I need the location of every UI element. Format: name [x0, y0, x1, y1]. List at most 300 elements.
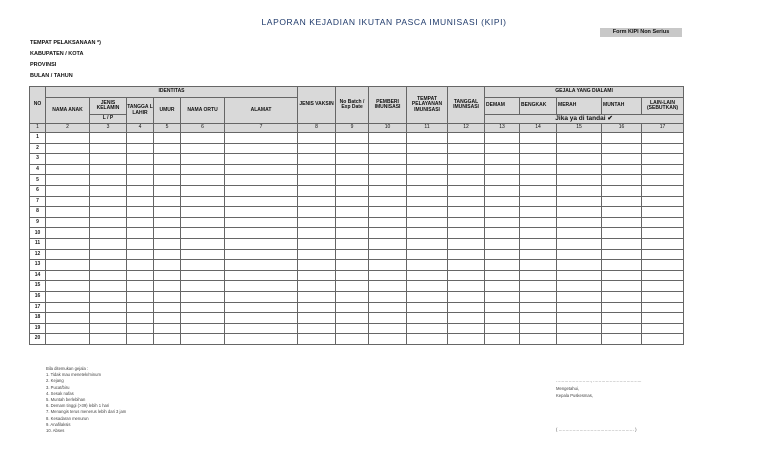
- entry-cell[interactable]: [127, 281, 154, 292]
- entry-cell[interactable]: [602, 270, 642, 281]
- entry-cell[interactable]: [448, 143, 485, 154]
- entry-cell[interactable]: [369, 228, 407, 239]
- entry-cell[interactable]: [369, 270, 407, 281]
- entry-cell[interactable]: [520, 249, 557, 260]
- entry-cell[interactable]: [154, 270, 181, 281]
- entry-cell[interactable]: [448, 270, 485, 281]
- entry-cell[interactable]: [369, 334, 407, 345]
- entry-cell[interactable]: [557, 164, 602, 175]
- entry-cell[interactable]: [46, 291, 90, 302]
- entry-cell[interactable]: [225, 185, 298, 196]
- entry-cell[interactable]: [154, 185, 181, 196]
- entry-cell[interactable]: [298, 196, 336, 207]
- entry-cell[interactable]: [46, 323, 90, 334]
- entry-cell[interactable]: [46, 334, 90, 345]
- entry-cell[interactable]: [557, 217, 602, 228]
- entry-cell[interactable]: [181, 249, 225, 260]
- entry-cell[interactable]: [90, 185, 127, 196]
- entry-cell[interactable]: [407, 323, 448, 334]
- entry-cell[interactable]: [520, 196, 557, 207]
- entry-cell[interactable]: [127, 270, 154, 281]
- entry-cell[interactable]: [90, 323, 127, 334]
- entry-cell[interactable]: [557, 323, 602, 334]
- entry-cell[interactable]: [154, 260, 181, 271]
- entry-cell[interactable]: [369, 154, 407, 165]
- entry-cell[interactable]: [154, 133, 181, 144]
- entry-cell[interactable]: [298, 228, 336, 239]
- entry-cell[interactable]: [46, 196, 90, 207]
- entry-cell[interactable]: [336, 217, 369, 228]
- entry-cell[interactable]: [225, 249, 298, 260]
- entry-cell[interactable]: [448, 217, 485, 228]
- entry-cell[interactable]: [520, 207, 557, 218]
- entry-cell[interactable]: [298, 143, 336, 154]
- entry-cell[interactable]: [448, 302, 485, 313]
- entry-cell[interactable]: [154, 143, 181, 154]
- entry-cell[interactable]: [298, 238, 336, 249]
- entry-cell[interactable]: [407, 249, 448, 260]
- entry-cell[interactable]: [336, 164, 369, 175]
- entry-cell[interactable]: [225, 217, 298, 228]
- entry-cell[interactable]: [369, 207, 407, 218]
- entry-cell[interactable]: [448, 185, 485, 196]
- entry-cell[interactable]: [520, 133, 557, 144]
- entry-cell[interactable]: [642, 217, 684, 228]
- entry-cell[interactable]: [336, 270, 369, 281]
- entry-cell[interactable]: [298, 313, 336, 324]
- entry-cell[interactable]: [448, 291, 485, 302]
- entry-cell[interactable]: [298, 175, 336, 186]
- entry-cell[interactable]: [642, 334, 684, 345]
- entry-cell[interactable]: [225, 270, 298, 281]
- entry-cell[interactable]: [225, 196, 298, 207]
- entry-cell[interactable]: [46, 238, 90, 249]
- entry-cell[interactable]: [336, 238, 369, 249]
- entry-cell[interactable]: [642, 143, 684, 154]
- entry-cell[interactable]: [448, 249, 485, 260]
- entry-cell[interactable]: [369, 238, 407, 249]
- entry-cell[interactable]: [642, 185, 684, 196]
- entry-cell[interactable]: [557, 228, 602, 239]
- entry-cell[interactable]: [181, 238, 225, 249]
- entry-cell[interactable]: [485, 133, 520, 144]
- entry-cell[interactable]: [642, 196, 684, 207]
- entry-cell[interactable]: [642, 238, 684, 249]
- entry-cell[interactable]: [642, 249, 684, 260]
- entry-cell[interactable]: [407, 196, 448, 207]
- entry-cell[interactable]: [520, 228, 557, 239]
- entry-cell[interactable]: [46, 313, 90, 324]
- entry-cell[interactable]: [557, 133, 602, 144]
- entry-cell[interactable]: [642, 164, 684, 175]
- entry-cell[interactable]: [557, 185, 602, 196]
- entry-cell[interactable]: [369, 133, 407, 144]
- entry-cell[interactable]: [46, 133, 90, 144]
- entry-cell[interactable]: [225, 154, 298, 165]
- entry-cell[interactable]: [46, 207, 90, 218]
- entry-cell[interactable]: [154, 291, 181, 302]
- entry-cell[interactable]: [642, 175, 684, 186]
- entry-cell[interactable]: [642, 270, 684, 281]
- entry-cell[interactable]: [336, 207, 369, 218]
- entry-cell[interactable]: [225, 164, 298, 175]
- entry-cell[interactable]: [369, 175, 407, 186]
- entry-cell[interactable]: [225, 281, 298, 292]
- entry-cell[interactable]: [336, 281, 369, 292]
- entry-cell[interactable]: [602, 175, 642, 186]
- entry-cell[interactable]: [520, 143, 557, 154]
- entry-cell[interactable]: [90, 260, 127, 271]
- entry-cell[interactable]: [407, 228, 448, 239]
- entry-cell[interactable]: [336, 313, 369, 324]
- entry-cell[interactable]: [407, 175, 448, 186]
- entry-cell[interactable]: [520, 334, 557, 345]
- entry-cell[interactable]: [127, 334, 154, 345]
- entry-cell[interactable]: [298, 207, 336, 218]
- entry-cell[interactable]: [181, 313, 225, 324]
- entry-cell[interactable]: [557, 281, 602, 292]
- entry-cell[interactable]: [485, 270, 520, 281]
- entry-cell[interactable]: [602, 302, 642, 313]
- entry-cell[interactable]: [407, 133, 448, 144]
- entry-cell[interactable]: [298, 281, 336, 292]
- entry-cell[interactable]: [602, 164, 642, 175]
- entry-cell[interactable]: [407, 154, 448, 165]
- entry-cell[interactable]: [407, 313, 448, 324]
- entry-cell[interactable]: [154, 154, 181, 165]
- entry-cell[interactable]: [602, 281, 642, 292]
- entry-cell[interactable]: [181, 217, 225, 228]
- entry-cell[interactable]: [369, 281, 407, 292]
- entry-cell[interactable]: [520, 217, 557, 228]
- entry-cell[interactable]: [602, 249, 642, 260]
- entry-cell[interactable]: [602, 334, 642, 345]
- entry-cell[interactable]: [448, 228, 485, 239]
- entry-cell[interactable]: [520, 291, 557, 302]
- entry-cell[interactable]: [127, 196, 154, 207]
- entry-cell[interactable]: [298, 291, 336, 302]
- entry-cell[interactable]: [90, 302, 127, 313]
- entry-cell[interactable]: [557, 270, 602, 281]
- entry-cell[interactable]: [336, 302, 369, 313]
- entry-cell[interactable]: [298, 217, 336, 228]
- entry-cell[interactable]: [154, 302, 181, 313]
- entry-cell[interactable]: [46, 185, 90, 196]
- entry-cell[interactable]: [127, 185, 154, 196]
- entry-cell[interactable]: [369, 291, 407, 302]
- entry-cell[interactable]: [369, 313, 407, 324]
- entry-cell[interactable]: [46, 260, 90, 271]
- entry-cell[interactable]: [602, 291, 642, 302]
- entry-cell[interactable]: [448, 196, 485, 207]
- entry-cell[interactable]: [485, 154, 520, 165]
- entry-cell[interactable]: [485, 185, 520, 196]
- entry-cell[interactable]: [90, 164, 127, 175]
- entry-cell[interactable]: [90, 196, 127, 207]
- entry-cell[interactable]: [127, 238, 154, 249]
- entry-cell[interactable]: [407, 207, 448, 218]
- entry-cell[interactable]: [127, 291, 154, 302]
- entry-cell[interactable]: [127, 323, 154, 334]
- entry-cell[interactable]: [298, 164, 336, 175]
- entry-cell[interactable]: [336, 133, 369, 144]
- entry-cell[interactable]: [225, 323, 298, 334]
- entry-cell[interactable]: [448, 154, 485, 165]
- entry-cell[interactable]: [448, 334, 485, 345]
- entry-cell[interactable]: [602, 313, 642, 324]
- entry-cell[interactable]: [90, 154, 127, 165]
- entry-cell[interactable]: [369, 323, 407, 334]
- entry-cell[interactable]: [448, 164, 485, 175]
- entry-cell[interactable]: [181, 185, 225, 196]
- entry-cell[interactable]: [407, 164, 448, 175]
- entry-cell[interactable]: [336, 143, 369, 154]
- entry-cell[interactable]: [642, 260, 684, 271]
- entry-cell[interactable]: [485, 217, 520, 228]
- entry-cell[interactable]: [557, 238, 602, 249]
- entry-cell[interactable]: [557, 143, 602, 154]
- entry-cell[interactable]: [520, 302, 557, 313]
- entry-cell[interactable]: [225, 143, 298, 154]
- entry-cell[interactable]: [154, 228, 181, 239]
- entry-cell[interactable]: [225, 302, 298, 313]
- entry-cell[interactable]: [46, 281, 90, 292]
- entry-cell[interactable]: [225, 334, 298, 345]
- entry-cell[interactable]: [485, 164, 520, 175]
- entry-cell[interactable]: [520, 164, 557, 175]
- entry-cell[interactable]: [642, 228, 684, 239]
- entry-cell[interactable]: [485, 281, 520, 292]
- entry-cell[interactable]: [448, 323, 485, 334]
- entry-cell[interactable]: [485, 313, 520, 324]
- entry-cell[interactable]: [46, 228, 90, 239]
- entry-cell[interactable]: [181, 281, 225, 292]
- entry-cell[interactable]: [448, 133, 485, 144]
- entry-cell[interactable]: [448, 207, 485, 218]
- entry-cell[interactable]: [46, 143, 90, 154]
- entry-cell[interactable]: [90, 207, 127, 218]
- entry-cell[interactable]: [90, 313, 127, 324]
- entry-cell[interactable]: [90, 217, 127, 228]
- entry-cell[interactable]: [298, 154, 336, 165]
- entry-cell[interactable]: [336, 175, 369, 186]
- entry-cell[interactable]: [520, 323, 557, 334]
- entry-cell[interactable]: [485, 196, 520, 207]
- entry-cell[interactable]: [127, 313, 154, 324]
- entry-cell[interactable]: [90, 249, 127, 260]
- entry-cell[interactable]: [225, 260, 298, 271]
- entry-cell[interactable]: [127, 154, 154, 165]
- entry-cell[interactable]: [485, 260, 520, 271]
- entry-cell[interactable]: [642, 323, 684, 334]
- entry-cell[interactable]: [336, 154, 369, 165]
- entry-cell[interactable]: [46, 164, 90, 175]
- entry-cell[interactable]: [154, 175, 181, 186]
- entry-cell[interactable]: [298, 323, 336, 334]
- entry-cell[interactable]: [336, 249, 369, 260]
- entry-cell[interactable]: [557, 334, 602, 345]
- entry-cell[interactable]: [602, 207, 642, 218]
- entry-cell[interactable]: [602, 185, 642, 196]
- entry-cell[interactable]: [127, 302, 154, 313]
- entry-cell[interactable]: [642, 154, 684, 165]
- entry-cell[interactable]: [90, 270, 127, 281]
- entry-cell[interactable]: [520, 260, 557, 271]
- entry-cell[interactable]: [181, 270, 225, 281]
- entry-cell[interactable]: [90, 238, 127, 249]
- entry-cell[interactable]: [557, 313, 602, 324]
- entry-cell[interactable]: [520, 238, 557, 249]
- entry-cell[interactable]: [485, 291, 520, 302]
- entry-cell[interactable]: [154, 238, 181, 249]
- entry-cell[interactable]: [181, 175, 225, 186]
- entry-cell[interactable]: [369, 196, 407, 207]
- entry-cell[interactable]: [602, 228, 642, 239]
- entry-cell[interactable]: [298, 249, 336, 260]
- entry-cell[interactable]: [642, 313, 684, 324]
- entry-cell[interactable]: [448, 313, 485, 324]
- entry-cell[interactable]: [557, 207, 602, 218]
- entry-cell[interactable]: [448, 260, 485, 271]
- entry-cell[interactable]: [557, 154, 602, 165]
- entry-cell[interactable]: [485, 323, 520, 334]
- entry-cell[interactable]: [485, 228, 520, 239]
- entry-cell[interactable]: [127, 133, 154, 144]
- entry-cell[interactable]: [520, 175, 557, 186]
- entry-cell[interactable]: [485, 143, 520, 154]
- entry-cell[interactable]: [602, 143, 642, 154]
- entry-cell[interactable]: [127, 175, 154, 186]
- entry-cell[interactable]: [46, 249, 90, 260]
- entry-cell[interactable]: [602, 217, 642, 228]
- entry-cell[interactable]: [485, 175, 520, 186]
- entry-cell[interactable]: [520, 281, 557, 292]
- entry-cell[interactable]: [369, 217, 407, 228]
- entry-cell[interactable]: [557, 196, 602, 207]
- entry-cell[interactable]: [298, 133, 336, 144]
- entry-cell[interactable]: [602, 196, 642, 207]
- entry-cell[interactable]: [485, 207, 520, 218]
- entry-cell[interactable]: [181, 260, 225, 271]
- entry-cell[interactable]: [336, 291, 369, 302]
- entry-cell[interactable]: [369, 302, 407, 313]
- entry-cell[interactable]: [520, 185, 557, 196]
- entry-cell[interactable]: [90, 291, 127, 302]
- entry-cell[interactable]: [298, 270, 336, 281]
- entry-cell[interactable]: [90, 175, 127, 186]
- entry-cell[interactable]: [225, 228, 298, 239]
- entry-cell[interactable]: [642, 291, 684, 302]
- entry-cell[interactable]: [181, 154, 225, 165]
- entry-cell[interactable]: [407, 217, 448, 228]
- entry-cell[interactable]: [46, 217, 90, 228]
- entry-cell[interactable]: [127, 260, 154, 271]
- entry-cell[interactable]: [369, 249, 407, 260]
- entry-cell[interactable]: [154, 164, 181, 175]
- entry-cell[interactable]: [225, 313, 298, 324]
- entry-cell[interactable]: [448, 175, 485, 186]
- entry-cell[interactable]: [298, 334, 336, 345]
- entry-cell[interactable]: [407, 143, 448, 154]
- entry-cell[interactable]: [154, 207, 181, 218]
- entry-cell[interactable]: [154, 281, 181, 292]
- entry-cell[interactable]: [642, 281, 684, 292]
- entry-cell[interactable]: [520, 154, 557, 165]
- entry-cell[interactable]: [369, 164, 407, 175]
- entry-cell[interactable]: [407, 270, 448, 281]
- entry-cell[interactable]: [336, 196, 369, 207]
- entry-cell[interactable]: [127, 143, 154, 154]
- entry-cell[interactable]: [181, 334, 225, 345]
- entry-cell[interactable]: [181, 207, 225, 218]
- entry-cell[interactable]: [557, 302, 602, 313]
- entry-cell[interactable]: [46, 302, 90, 313]
- entry-cell[interactable]: [557, 175, 602, 186]
- entry-cell[interactable]: [642, 207, 684, 218]
- entry-cell[interactable]: [602, 238, 642, 249]
- entry-cell[interactable]: [90, 334, 127, 345]
- entry-cell[interactable]: [520, 313, 557, 324]
- entry-cell[interactable]: [181, 196, 225, 207]
- entry-cell[interactable]: [127, 217, 154, 228]
- entry-cell[interactable]: [225, 291, 298, 302]
- entry-cell[interactable]: [407, 291, 448, 302]
- entry-cell[interactable]: [407, 302, 448, 313]
- entry-cell[interactable]: [407, 260, 448, 271]
- entry-cell[interactable]: [407, 185, 448, 196]
- entry-cell[interactable]: [407, 238, 448, 249]
- entry-cell[interactable]: [642, 302, 684, 313]
- entry-cell[interactable]: [336, 323, 369, 334]
- entry-cell[interactable]: [46, 175, 90, 186]
- entry-cell[interactable]: [90, 133, 127, 144]
- entry-cell[interactable]: [181, 164, 225, 175]
- entry-cell[interactable]: [369, 143, 407, 154]
- entry-cell[interactable]: [298, 260, 336, 271]
- entry-cell[interactable]: [181, 228, 225, 239]
- entry-cell[interactable]: [90, 228, 127, 239]
- entry-cell[interactable]: [602, 154, 642, 165]
- entry-cell[interactable]: [602, 260, 642, 271]
- entry-cell[interactable]: [298, 302, 336, 313]
- entry-cell[interactable]: [225, 207, 298, 218]
- entry-cell[interactable]: [369, 260, 407, 271]
- entry-cell[interactable]: [642, 133, 684, 144]
- entry-cell[interactable]: [520, 270, 557, 281]
- entry-cell[interactable]: [336, 228, 369, 239]
- entry-cell[interactable]: [154, 334, 181, 345]
- entry-cell[interactable]: [46, 270, 90, 281]
- entry-cell[interactable]: [154, 313, 181, 324]
- entry-cell[interactable]: [225, 175, 298, 186]
- entry-cell[interactable]: [154, 249, 181, 260]
- entry-cell[interactable]: [602, 133, 642, 144]
- entry-cell[interactable]: [602, 323, 642, 334]
- entry-cell[interactable]: [407, 334, 448, 345]
- entry-cell[interactable]: [154, 196, 181, 207]
- entry-cell[interactable]: [181, 291, 225, 302]
- entry-cell[interactable]: [127, 207, 154, 218]
- entry-cell[interactable]: [448, 238, 485, 249]
- entry-cell[interactable]: [485, 334, 520, 345]
- entry-cell[interactable]: [407, 281, 448, 292]
- entry-cell[interactable]: [557, 291, 602, 302]
- entry-cell[interactable]: [127, 228, 154, 239]
- entry-cell[interactable]: [336, 185, 369, 196]
- entry-cell[interactable]: [485, 302, 520, 313]
- entry-cell[interactable]: [181, 143, 225, 154]
- entry-cell[interactable]: [154, 217, 181, 228]
